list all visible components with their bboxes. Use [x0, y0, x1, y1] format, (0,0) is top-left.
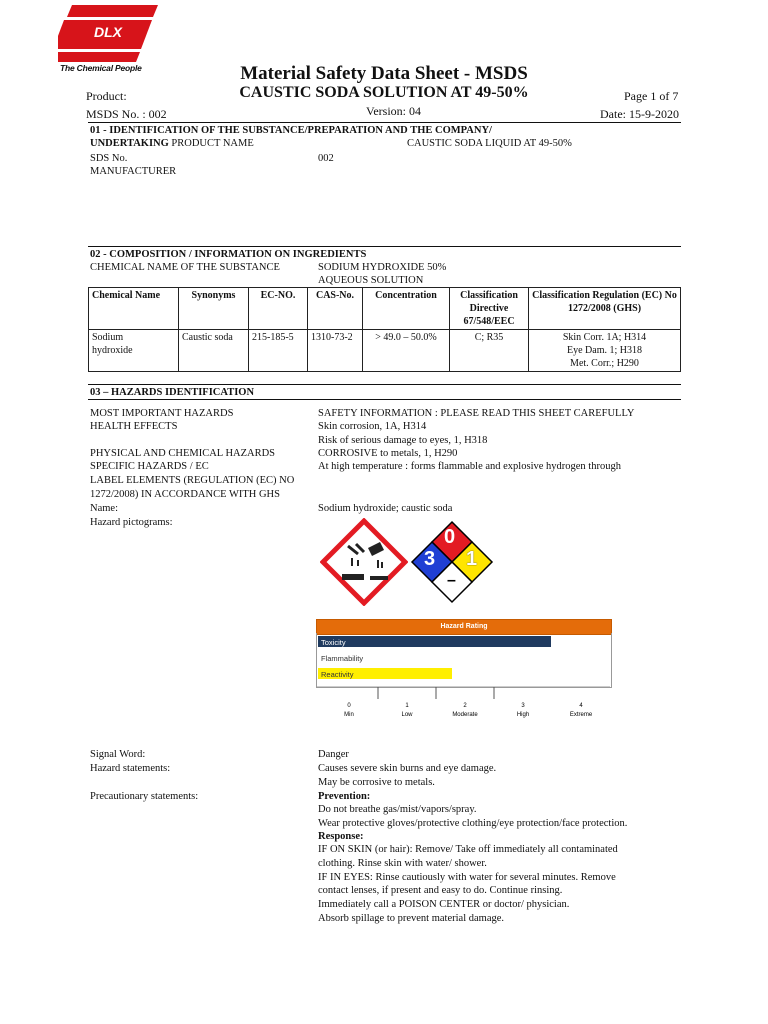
response-line-4: contact lenses, if present and easy to do. Continue rinsing. — [318, 885, 563, 896]
s03-heading: 03 – HAZARDS IDENTIFICATION — [90, 387, 255, 398]
composition-table — [88, 287, 681, 372]
response-line-2: clothing. Rinse skin with water/ shower. — [318, 858, 487, 869]
name-value: Sodium hydroxide; caustic soda — [318, 503, 453, 514]
response-line-6: Absorb spillage to prevent material damage. — [318, 913, 505, 924]
hazard-scale-word: Low — [401, 712, 413, 718]
ghs-line1: Skin Corr. 1A; H314 — [562, 332, 647, 343]
cell-ghs — [529, 330, 681, 372]
hazard-scale-word: Extreme — [569, 712, 593, 718]
chem-name-line2: hydroxide — [92, 345, 133, 356]
hazard-pictograms-label: Hazard pictograms: — [90, 517, 173, 528]
physical-chemical-hazards-label: PHYSICAL AND CHEMICAL HAZARDS — [90, 448, 276, 459]
chem-name-line1: Sodium — [92, 332, 124, 343]
nfpa-special: – — [447, 572, 456, 589]
sds-label: SDS No. — [90, 153, 128, 164]
table-header-row — [89, 288, 681, 330]
ghs-corrosion-icon — [320, 518, 408, 606]
hazard-scale-number: 0 — [347, 703, 351, 709]
product-name: CAUSTIC SODA SOLUTION AT 49-50% — [239, 84, 529, 101]
hazard-bar-toxicity — [318, 636, 551, 647]
nfpa-flammability: 0 — [444, 526, 456, 548]
response-line-1: IF ON SKIN (or hair): Remove/ Take off immediately all contaminated — [318, 844, 618, 855]
hazard-label-toxicity: Toxicity — [321, 638, 346, 647]
version: Version: 04 — [366, 104, 421, 118]
s03-rule-top — [88, 384, 681, 385]
most-important-hazards-label: MOST IMPORTANT HAZARDS — [90, 408, 234, 419]
specific-hazards-label: SPECIFIC HAZARDS / EC — [90, 461, 209, 472]
hazard-label-flammability: Flammability — [321, 654, 364, 663]
precautionary-label: Precautionary statements: — [90, 791, 199, 802]
col-ec-no: EC-NO. — [249, 288, 308, 330]
name-label: Name: — [90, 503, 118, 514]
s01-heading-line2 — [90, 137, 254, 150]
col-concentration: Concentration — [363, 288, 450, 330]
s02-heading: 02 - COMPOSITION / INFORMATION ON INGREDIENTS — [90, 249, 367, 260]
ghs-line3: Met. Corr.; H290 — [570, 358, 639, 369]
ghs-line2: Eye Dam. 1; H318 — [567, 345, 642, 356]
logo-brand: DLX — [94, 24, 122, 40]
hazard-statement-1: Causes severe skin burns and eye damage. — [318, 763, 497, 774]
sds-value: 002 — [318, 153, 334, 164]
hazard-statement-2: May be corrosive to metals. — [318, 777, 435, 788]
hazard-scale-number: 4 — [579, 703, 583, 709]
manufacturer-label: MANUFACTURER — [90, 166, 177, 177]
logo-tagline: The Chemical People — [60, 63, 142, 73]
product-name-label: PRODUCT NAME — [171, 138, 254, 149]
hazard-rating-title: Hazard Rating — [316, 619, 612, 635]
cell-directive: C; R35 — [450, 330, 529, 372]
hazard-scale-word: Moderate — [452, 712, 478, 718]
s02-rule — [88, 246, 681, 247]
safety-information: SAFETY INFORMATION : PLEASE READ THIS SHEET CAREFULLY — [318, 408, 635, 419]
header-rule — [88, 122, 681, 123]
col-directive: Classification Directive 67/548/EEC — [450, 288, 529, 330]
eye-damage: Risk of serious damage to eyes, 1, H318 — [318, 435, 488, 446]
chem-name-label: CHEMICAL NAME OF THE SUBSTANCE — [90, 262, 280, 273]
hazard-label-reactivity: Reactivity — [321, 670, 354, 679]
hazard-rating-chart — [316, 619, 612, 719]
chem-name-value1: SODIUM HYDROXIDE 50% — [318, 262, 447, 273]
prevention-line-1: Do not breathe gas/mist/vapors/spray. — [318, 804, 477, 815]
high-temperature: At high temperature : forms flammable and explosive hydrogen through — [318, 461, 621, 472]
response-line-3: IF IN EYES: Rinse cautiously with water for several minutes. Remove — [318, 872, 616, 883]
cell-cas: 1310-73-2 — [308, 330, 363, 372]
s01-heading: 01 - IDENTIFICATION OF THE SUBSTANCE/PREPARATION AND THE COMPANY/ — [90, 125, 492, 136]
health-effects-label: HEALTH EFFECTS — [90, 421, 178, 432]
hazard-statements-label: Hazard statements: — [90, 763, 171, 774]
label-elements-label2: 1272/2008) IN ACCORDANCE WITH GHS — [90, 489, 280, 500]
cell-chemical-name — [89, 330, 179, 372]
col-ghs: Classification Regulation (EC) No 1272/2008 (GHS) — [529, 288, 681, 330]
hazard-scale-word: Min — [344, 712, 354, 718]
cell-concentration: > 49.0 – 50.0% — [363, 330, 450, 372]
col-synonyms: Synonyms — [179, 288, 249, 330]
chem-name-value2: AQUEOUS SOLUTION — [318, 275, 424, 286]
response-line-5: Immediately call a POISON CENTER or doctor/ physician. — [318, 899, 570, 910]
response-title: Response: — [318, 831, 364, 842]
nfpa-reactivity: 1 — [466, 548, 478, 570]
page-number: Page 1 of 7 — [624, 89, 679, 103]
date: Date: 15-9-2020 — [600, 107, 679, 121]
label-elements-label: LABEL ELEMENTS (REGULATION (EC) NO — [90, 475, 295, 486]
hazard-scale-number: 3 — [521, 703, 525, 709]
signal-word-value: Danger — [318, 749, 349, 760]
prevention-title: Prevention: — [318, 791, 371, 802]
cell-synonym: Caustic soda — [179, 330, 249, 372]
skin-corrosion: Skin corrosion, 1A, H314 — [318, 421, 427, 432]
hazard-scale-number: 1 — [405, 703, 409, 709]
msds-number: MSDS No. : 002 — [86, 107, 167, 121]
signal-word-label: Signal Word: — [90, 749, 146, 760]
s03-rule-bottom — [88, 399, 681, 400]
cell-ec: 215-185-5 — [249, 330, 308, 372]
s01-heading-bold: UNDERTAKING — [90, 138, 169, 149]
hazard-scale-word: High — [516, 712, 530, 718]
hazard-rating-bars — [316, 633, 612, 719]
document-title: Material Safety Data Sheet - MSDS — [240, 63, 528, 84]
table-row — [89, 330, 681, 372]
product-label: Product: — [86, 89, 127, 103]
corrosive-metals: CORROSIVE to metals, 1, H290 — [318, 448, 458, 459]
product-name-value: CAUSTIC SODA LIQUID AT 49-50% — [407, 138, 572, 149]
hazard-scale-number: 2 — [463, 703, 467, 709]
col-chemical-name: Chemical Name — [89, 288, 179, 330]
nfpa-health: 3 — [424, 548, 436, 570]
col-cas-no: CAS-No. — [308, 288, 363, 330]
nfpa-diamond — [410, 520, 494, 604]
prevention-line-2: Wear protective gloves/protective clothing/eye protection/face protection. — [318, 818, 628, 829]
